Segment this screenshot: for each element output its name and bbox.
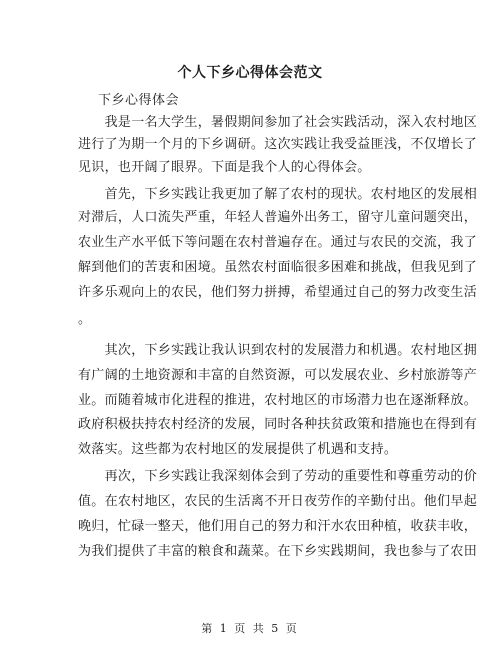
body-line: 再次，下乡实践让我深刻体会到了劳动的重要性和尊重劳动的价 — [78, 469, 478, 484]
body-line: 政府积极扶持农村经济的发展，同时各种扶贫政策和措施也在得到有 — [78, 417, 478, 432]
body-line: 。 — [78, 312, 92, 327]
body-line: 晚归，忙碌一整天，他们用自己的努力和汗水农田种植，收获丰收， — [78, 519, 478, 534]
body-line: 值。在农村地区，农民的生活离不开日夜劳作的辛勤付出。他们早起 — [78, 494, 478, 509]
body-line: 见识，也开阔了眼界。下面是我个人的心得体会。 — [78, 160, 371, 175]
document-title: 个人下乡心得体会范文 — [177, 65, 323, 81]
body-line: 其次，下乡实践让我认识到农村的发展潜力和机遇。农村地区拥 — [78, 343, 478, 358]
body-line: 对滞后，人口流失严重，年轻人普遍外出务工，留守儿童问题突出， — [78, 210, 478, 225]
body-line: 业。而随着城市化进程的推进，农村地区的市场潜力也在逐渐释放。 — [78, 393, 478, 408]
body-line: 农业生产水平低下等问题在农村普遍存在。通过与农民的交流，我了 — [78, 235, 478, 250]
page-footer: 第 1 页 共 5 页 — [201, 622, 299, 635]
document-subtitle: 下乡心得体会 — [98, 93, 180, 108]
body-line: 我是一名大学生，暑假期间参加了社会实践活动，深入农村地区 — [78, 115, 478, 130]
body-line: 首先，下乡实践让我更加了解了农村的现状。农村地区的发展相 — [78, 187, 478, 202]
body-line: 有广阔的土地资源和丰富的自然资源，可以发展农业、乡村旅游等产 — [78, 368, 478, 383]
body-line: 效落实。这些都为农村地区的发展提供了机遇和支持。 — [78, 442, 398, 457]
body-line: 为我们提供了丰富的粮食和蔬菜。在下乡实践期间，我也参与了农田 — [78, 544, 478, 559]
body-line: 进行了为期一个月的下乡调研。这次实践让我受益匪浅，不仅增长了 — [78, 137, 478, 152]
body-line: 许多乐观向上的农民，他们努力拼搏，希望通过自己的努力改变生活 — [78, 285, 478, 300]
body-line: 解到他们的苦衷和困境。虽然农村面临很多困难和挑战，但我见到了 — [78, 260, 478, 275]
